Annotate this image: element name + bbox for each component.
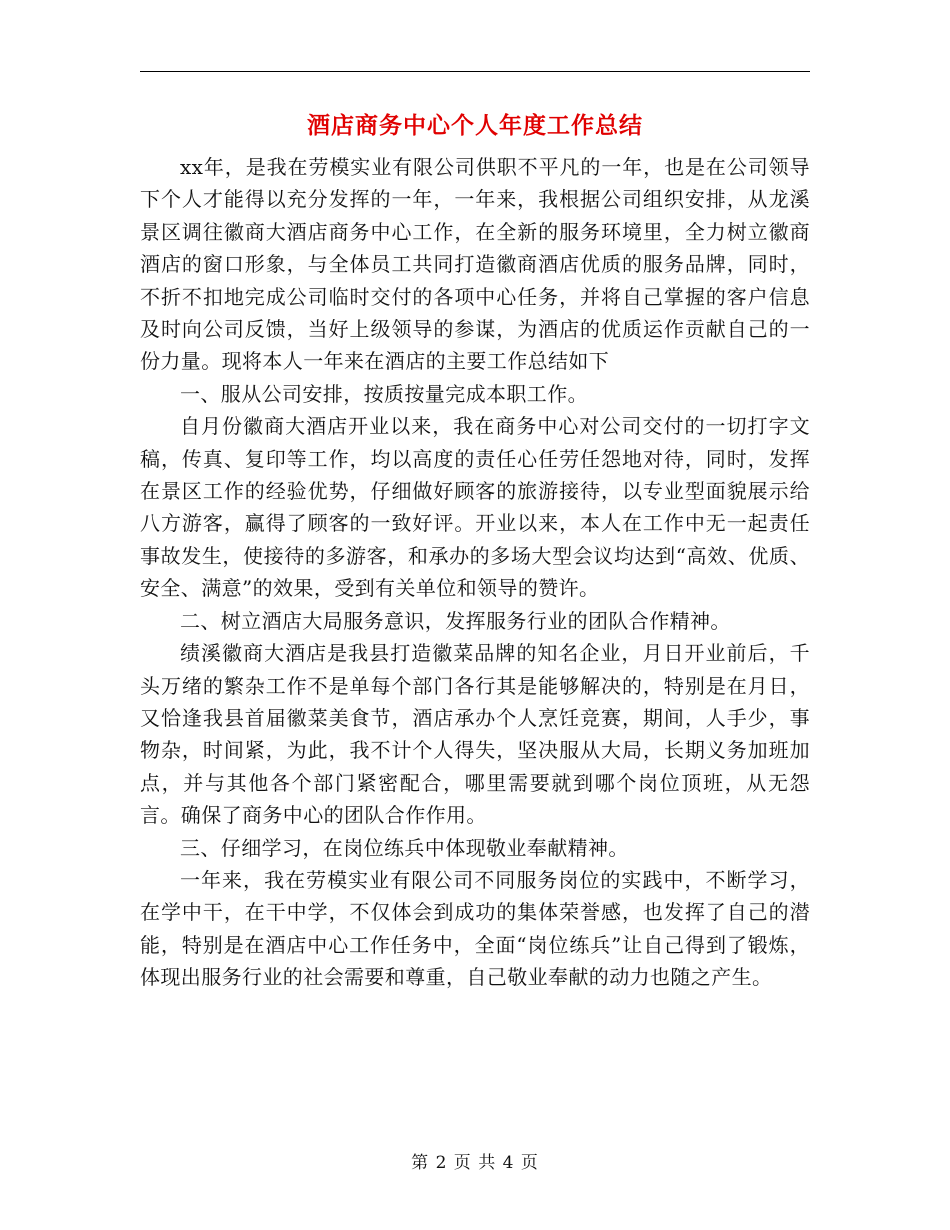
paragraph-section-3: 一年来，我在劳模实业有限公司不同服务岗位的实践中，不断学习，在学中干，在干中学，不仅体会到成功的集体荣誉感，也发挥了自己的潜能，特别是在酒店中心工作任务中，全面“岗位练兵”让自己得到了锻炼，体现出服务行业的社会需要和尊重，自己敬业奉献的动力也随之产生。	[140, 867, 810, 990]
document-title: 酒店商务中心个人年度工作总结	[307, 112, 643, 139]
section-heading-2: 二、树立酒店大局服务意识，发挥服务行业的团队合作精神。	[180, 608, 731, 633]
paragraph-section-1: 自月份徽商大酒店开业以来，我在商务中心对公司交付的一切打字文稿，传真、复印等工作，均以高度的责任心任劳任怨地对待，同时，发挥在景区工作的经验优势，仔细做好顾客的旅游接待，以专业型面貌展示给八方游客，赢得了顾客的一致好评。开业以来，本人在工作中无一起责任事故发生，使接待的多游客，和承办的多场大型会议均达到“高效、优质、安全、满意”的效果，受到有关单位和领导的赞许。	[140, 414, 810, 601]
section-heading-1: 一、服从公司安排，按质按量完成本职工作。	[180, 381, 588, 406]
header-rule	[140, 71, 810, 72]
paragraph-section-2: 绩溪徽商大酒店是我县打造徽菜品牌的知名企业，月日开业前后，千头万绪的繁杂工作不是单每个部门各行其是能够解决的，特别是在月日，又恰逢我县首届徽菜美食节，酒店承办个人烹饪竞赛，期间，人手少，事物杂，时间紧，为此，我不计个人得失，坚决服从大局，长期义务加班加点，并与其他各个部门紧密配合，哪里需要就到哪个岗位顶班，从无怨言。确保了商务中心的团队合作作用。	[140, 641, 810, 828]
paragraph-intro: xx年，是我在劳模实业有限公司供职不平凡的一年，也是在公司领导下个人才能得以充分发挥的一年，一年来，我根据公司组织安排，从龙溪景区调往徽商大酒店商务中心工作，在全新的服务环境里，全力树立徽商酒店的窗口形象，与全体员工共同打造徽商酒店优质的服务品牌，同时，不折不扣地完成公司临时交付的各项中心任务，并将自己掌握的客户信息及时向公司反馈，当好上级领导的参谋，为酒店的优质运作贡献自己的一份力量。现将本人一年来在酒店的主要工作总结如下	[140, 155, 810, 374]
page-footer: 第 2 页 共 4 页	[411, 1153, 539, 1173]
section-heading-3: 三、仔细学习，在岗位练兵中体现敬业奉献精神。	[180, 835, 629, 860]
document-body	[140, 151, 810, 994]
